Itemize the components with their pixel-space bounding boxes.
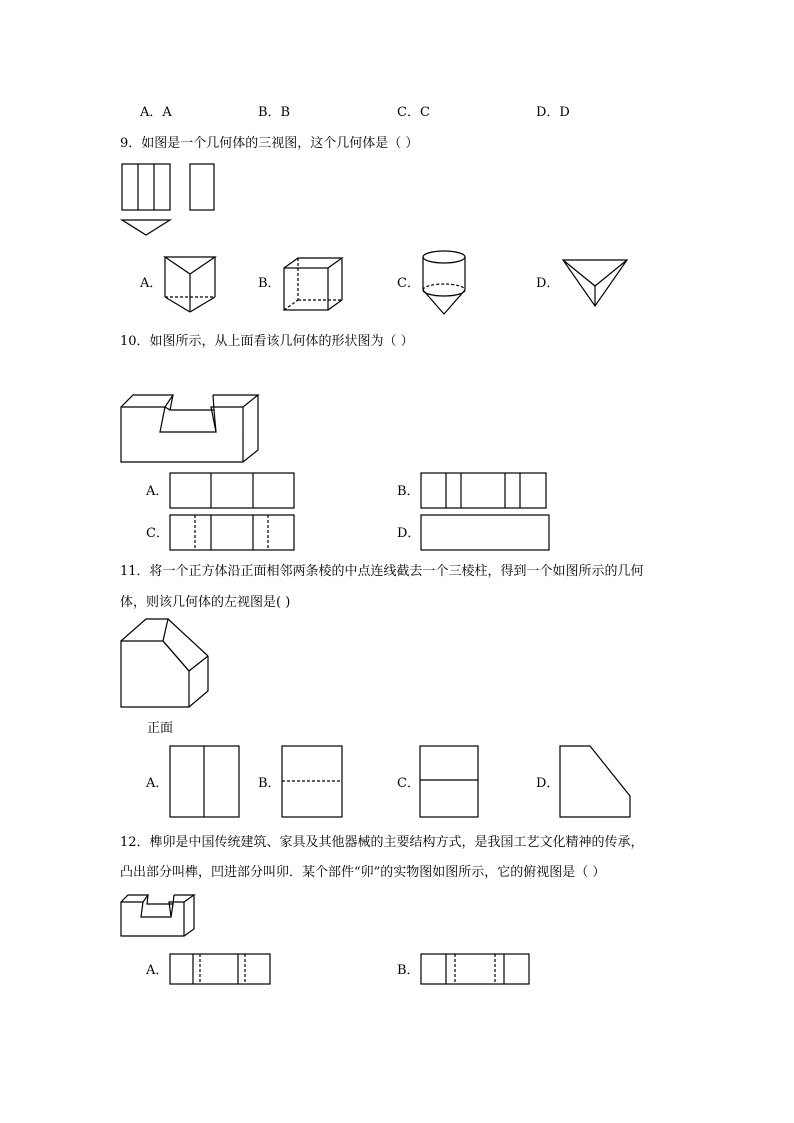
q8-option-d: D．D bbox=[536, 105, 570, 120]
q11-option-c-label: C． bbox=[397, 776, 420, 791]
q11-front-label: 正面 bbox=[147, 721, 174, 736]
q10-stem: 10．如图所示，从上面看该几何体的形状图为（ ） bbox=[120, 334, 414, 349]
q9-option-a-label: A． bbox=[140, 276, 163, 291]
q10-solid-figure bbox=[118, 392, 264, 466]
q12-option-a-label: A． bbox=[146, 963, 169, 978]
q10-option-d-label: D． bbox=[397, 526, 421, 541]
q11-solid-figure bbox=[118, 616, 212, 712]
q11-option-c-figure bbox=[418, 744, 482, 820]
q12-option-b-figure bbox=[419, 952, 533, 988]
q10-option-b-label: B． bbox=[397, 484, 420, 499]
q10-option-d-figure bbox=[419, 513, 551, 553]
q9-option-b-label: B． bbox=[258, 276, 281, 291]
q10-option-b-figure bbox=[419, 471, 549, 511]
q10-option-a-figure bbox=[168, 471, 296, 511]
q12-option-a-figure bbox=[168, 952, 274, 988]
q9-stem: 9．如图是一个几何体的三视图，这个几何体是（ ） bbox=[120, 136, 419, 151]
q11-option-d-label: D． bbox=[536, 776, 560, 791]
q10-option-c-figure bbox=[168, 513, 296, 553]
q12-solid-figure bbox=[118, 892, 198, 940]
q9-option-d-label: D． bbox=[536, 276, 560, 291]
q10-option-a-label: A． bbox=[146, 484, 169, 499]
q9-three-views-figure bbox=[118, 160, 218, 240]
q9-option-c-figure bbox=[418, 248, 472, 318]
q11-option-b-figure bbox=[280, 744, 346, 820]
q11-stem-line1: 11．将一个正方体沿正面相邻两条棱的中点连线截去一个三棱柱，得到一个如图所示的几何 bbox=[120, 564, 644, 579]
q12-stem-line1: 12．榫卯是中国传统建筑、家具及其他器械的主要结构方式，是我国工艺文化精神的传承， bbox=[120, 835, 644, 850]
q9-option-c-label: C． bbox=[397, 276, 420, 291]
q11-option-d-figure bbox=[558, 744, 634, 820]
q8-option-c: C．C bbox=[397, 105, 430, 120]
q12-stem-line2: 凸出部分叫榫，凹进部分叫卯．某个部件“卯”的实物图如图所示，它的俯视图是（ ） bbox=[120, 865, 606, 880]
q11-option-a-figure bbox=[168, 744, 242, 820]
q9-option-a-figure bbox=[160, 252, 220, 314]
q9-option-d-figure bbox=[560, 256, 630, 310]
q8-option-b: B．B bbox=[258, 105, 291, 120]
q11-option-b-label: B． bbox=[258, 776, 281, 791]
q12-option-b-label: B． bbox=[397, 963, 420, 978]
q8-option-a: A．A bbox=[140, 105, 172, 120]
q10-option-c-label: C． bbox=[146, 526, 169, 541]
q9-option-b-figure bbox=[280, 254, 346, 314]
q11-option-a-label: A． bbox=[146, 776, 169, 791]
q11-stem-line2: 体，则该几何体的左视图是( ) bbox=[120, 595, 291, 610]
